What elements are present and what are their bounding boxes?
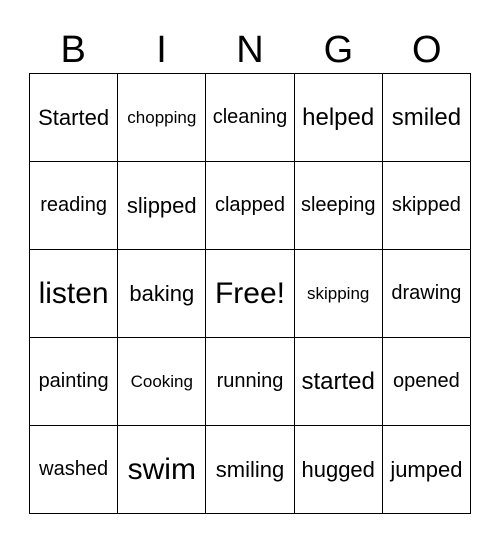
header-letter-o: O	[411, 29, 442, 71]
bingo-cell[interactable]: skipping	[295, 250, 383, 338]
bingo-cell[interactable]: clapped	[206, 162, 294, 250]
bingo-cell[interactable]: reading	[30, 162, 118, 250]
bingo-cell[interactable]: jumped	[383, 426, 471, 514]
bingo-cell[interactable]: running	[206, 338, 294, 426]
bingo-cell[interactable]: drawing	[383, 250, 471, 338]
bingo-cell[interactable]: skipped	[383, 162, 471, 250]
bingo-cell[interactable]: smiling	[206, 426, 294, 514]
bingo-cell[interactable]: baking	[118, 250, 206, 338]
header-letter-n: N	[236, 29, 264, 71]
bingo-cell[interactable]: started	[295, 338, 383, 426]
bingo-cell[interactable]: smiled	[383, 74, 471, 162]
bingo-cell[interactable]: swim	[118, 426, 206, 514]
bingo-cell[interactable]: slipped	[118, 162, 206, 250]
bingo-grid	[29, 73, 471, 514]
header-letter-b: B	[60, 29, 86, 71]
bingo-cell[interactable]: painting	[30, 338, 118, 426]
bingo-cell[interactable]: sleeping	[295, 162, 383, 250]
bingo-cell[interactable]: opened	[383, 338, 471, 426]
bingo-cell[interactable]: helped	[295, 74, 383, 162]
bingo-cell[interactable]: washed	[30, 426, 118, 514]
header-letter-i: I	[156, 29, 167, 71]
bingo-cell[interactable]: Cooking	[118, 338, 206, 426]
bingo-cell[interactable]: listen	[30, 250, 118, 338]
bingo-cell[interactable]: hugged	[295, 426, 383, 514]
bingo-cell[interactable]: chopping	[118, 74, 206, 162]
bingo-header	[29, 28, 471, 72]
header-letter-g: G	[323, 29, 354, 71]
free-space-cell[interactable]: Free!	[206, 250, 294, 338]
bingo-cell[interactable]: Started	[30, 74, 118, 162]
bingo-cell[interactable]: cleaning	[206, 74, 294, 162]
